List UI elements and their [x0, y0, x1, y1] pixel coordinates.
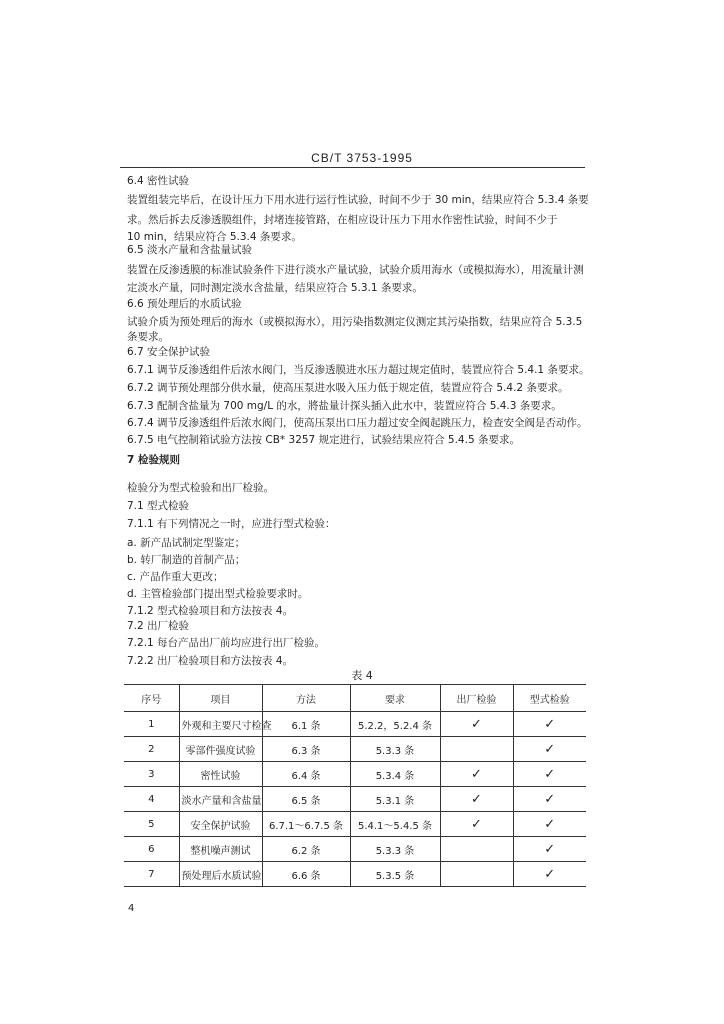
text-line: 6.6 预处理后的水质试验	[127, 298, 242, 310]
check-cell: ✓	[513, 737, 586, 762]
text-line: d. 主管检验部门提出型式检验要求时。	[127, 588, 309, 600]
text-line: 求。然后拆去反渗透膜组件，封堵连接管路，在相应设计压力下用水作密性试验，时间不少于	[127, 214, 558, 226]
table-caption: 表 4	[351, 669, 373, 682]
table-cell: 6.2 条	[262, 837, 350, 862]
check-cell: ✓	[440, 787, 513, 812]
table-cell: 5.3.4 条	[350, 762, 440, 787]
text-line: a. 新产品试制定型鉴定；	[127, 537, 246, 549]
table-cell: 6.3 条	[262, 737, 350, 762]
text-line: 10 min，结果应符合 5.3.4 条要求。	[127, 231, 302, 243]
table-header-row	[124, 685, 586, 712]
table-row	[124, 837, 586, 862]
table-cell: 5.3.3 条	[350, 837, 440, 862]
text-line: 7.2.2 出厂检验项目和方法按表 4。	[127, 655, 294, 667]
text-line: 7.2.1 每台产品出厂前均应进行出厂检验。	[127, 637, 326, 649]
text-line: 试验介质为预处理后的海水（或模拟海水），用污染指数测定仪测定其污染指数，结果应符合 5.3.5	[127, 316, 583, 328]
text-line: 7.2 出厂检验	[127, 620, 190, 632]
table-row	[124, 737, 586, 762]
table-body	[124, 712, 586, 887]
table-cell: 6.6 条	[262, 862, 350, 887]
table-cell: 6.7.1～6.7.5 条	[262, 812, 350, 837]
text-line: 装置在反渗透膜的标准试验条件下进行淡水产量试验，试验介质用海水（或模拟海水），用流量计测	[127, 264, 584, 276]
check-cell	[440, 737, 513, 762]
table-cell: 4	[124, 787, 179, 812]
check-cell: ✓	[513, 837, 586, 862]
table-cell: 6.1 条	[262, 712, 350, 737]
text-line: 6.5 淡水产量和含盐量试验	[127, 244, 253, 256]
text-line: 6.4 密性试验	[127, 175, 190, 187]
table-row	[124, 787, 586, 812]
text-line: 装置组装完毕后，在设计压力下用水进行运行性试验，时间不少于 30 min，结果应符合 5.3.4 条要	[127, 194, 589, 206]
header-cell: 序号	[124, 685, 179, 712]
table-cell: 预处理后水质试验	[179, 862, 262, 887]
text-line: 检验分为型式检验和出厂检验。	[127, 482, 274, 494]
check-cell: ✓	[513, 812, 586, 837]
table-cell: 淡水产量和含盐量	[179, 787, 262, 812]
text-line: 7 检验规则	[127, 454, 180, 466]
header-cell: 要求	[350, 685, 440, 712]
header-cell: 项目	[179, 685, 262, 712]
table-cell: 2	[124, 737, 179, 762]
text-line: c. 产品作重大更改；	[127, 571, 224, 583]
table-row	[124, 812, 586, 837]
table-cell: 6.4 条	[262, 762, 350, 787]
text-line: 6.7 安全保护试验	[127, 346, 211, 358]
text-line: 定淡水产量，同时测定淡水含盐量，结果应符合 5.3.1 条要求。	[127, 282, 423, 294]
table-cell: 1	[124, 712, 179, 737]
check-cell: ✓	[440, 812, 513, 837]
text-line: 条要求。	[127, 331, 169, 343]
table-row	[124, 862, 586, 887]
table-cell: 5	[124, 812, 179, 837]
text-line: 7.1.2 型式检验项目和方法按表 4。	[127, 605, 294, 617]
table-cell: 5.3.5 条	[350, 862, 440, 887]
header-cell: 型式检验	[513, 685, 586, 712]
table-cell: 6	[124, 837, 179, 862]
table-cell: 3	[124, 762, 179, 787]
table-cell: 安全保护试验	[179, 812, 262, 837]
table-cell: 5.4.1～5.4.5 条	[350, 812, 440, 837]
check-cell: ✓	[440, 762, 513, 787]
header-cell: 方法	[262, 685, 350, 712]
table-cell: 外观和主要尺寸检查	[179, 712, 262, 737]
check-cell	[440, 862, 513, 887]
text-line: 6.7.5 电气控制箱试验方法按 CB* 3257 规定进行，试验结果应符合 5.4.5 条要求。	[127, 434, 520, 446]
table-cell: 5.3.1 条	[350, 787, 440, 812]
text-line: 6.7.1 调节反渗透组件后浓水阀门，当反渗透膜进水压力超过规定值时，装置应符合 5.4.1 条要求。	[127, 364, 590, 376]
table-cell: 零部件强度试验	[179, 737, 262, 762]
text-line: 7.1.1 有下列情况之一时，应进行型式检验：	[127, 518, 336, 530]
text-line: b. 转厂制造的首制产品；	[127, 554, 246, 566]
check-cell: ✓	[513, 787, 586, 812]
page-number: 4	[128, 903, 135, 914]
text-line: 7.1 型式检验	[127, 500, 190, 512]
text-line: 6.7.2 调节预处理部分供水量，使高压泵进水吸入压力低于规定值，装置应符合 5.4.2 条要求。	[127, 382, 569, 394]
document-header: CB/T 3753-1995	[311, 151, 413, 165]
table-cell: 5.2.2，5.2.4 条	[350, 712, 440, 737]
text-line: 6.7.4 调节反渗透组件后浓水阀门，使高压泵出口压力超过安全阀起跳压力，检查安全阀是否动作。	[127, 417, 588, 429]
table-row	[124, 762, 586, 787]
table-cell: 7	[124, 862, 179, 887]
text-line: 6.7.3 配制含盐量为 700 mg/L 的水，將盐量计探头插入此水中，装置应符合 5.4.3 条要求。	[127, 400, 562, 412]
table-cell: 5.3.3 条	[350, 737, 440, 762]
header-rule	[120, 167, 585, 168]
table-cell: 密性试验	[179, 762, 262, 787]
table-cell: 整机噪声测试	[179, 837, 262, 862]
inspection-table	[124, 684, 586, 887]
check-cell: ✓	[513, 862, 586, 887]
check-cell: ✓	[513, 712, 586, 737]
table-row	[124, 712, 586, 737]
check-cell: ✓	[513, 762, 586, 787]
header-cell: 出厂检验	[440, 685, 513, 712]
check-cell	[440, 837, 513, 862]
table-cell: 6.5 条	[262, 787, 350, 812]
check-cell: ✓	[440, 712, 513, 737]
